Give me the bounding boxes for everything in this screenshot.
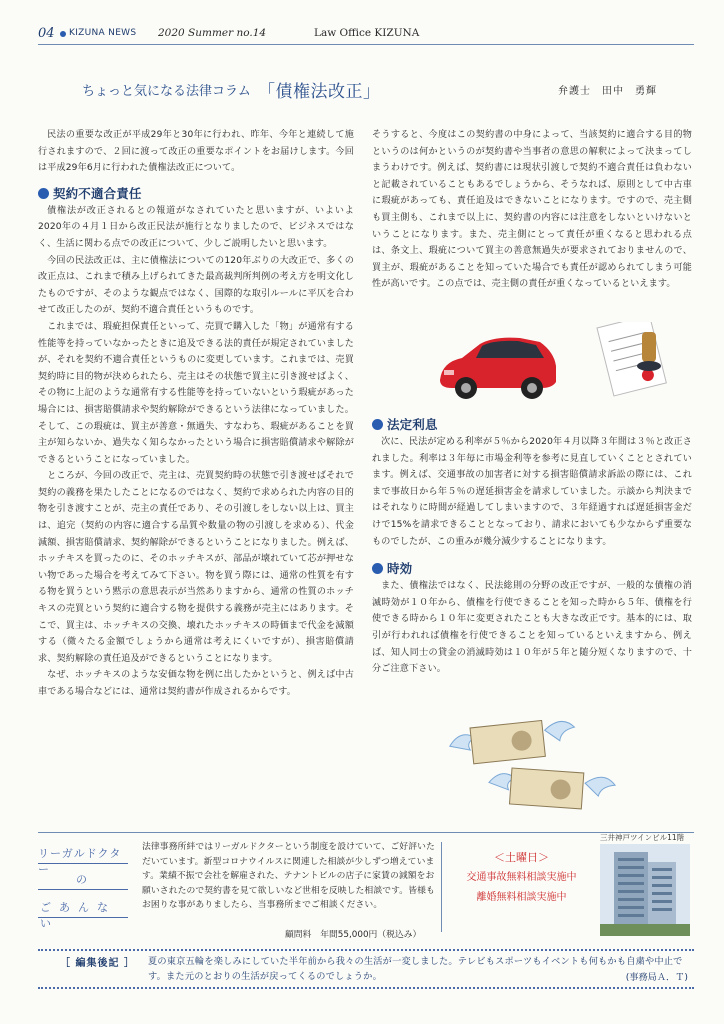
- saturday-title: ＜土曜日＞: [494, 851, 549, 864]
- divider: [38, 863, 128, 864]
- right-column-bottom: [372, 416, 692, 678]
- section-heading-interest: [372, 416, 692, 434]
- banknote-icon: [488, 766, 616, 811]
- paragraph: なぜ、ホッチキスのような安価な物を例に出したかというと、例えば中古車である場合などには、通常は契約書が作成されるからです。: [38, 670, 354, 697]
- paragraph: 今回の民法改正は、主に債権法についての120年ぶりの大改正で、多くの改正点は、これまで積み上げられてきた最高裁判所判例の考え方を明文化したものですが、そのような観点ではなく、国際的な取引ルールに平仄を合わせて改正したのが、契約不適合責任というものです。: [38, 255, 354, 316]
- editors-note-label: ［ 編集後記 ］: [60, 958, 135, 969]
- bullet-dot-icon: [60, 31, 66, 37]
- section-title: 法定利息: [387, 417, 438, 432]
- section-title: 時効: [387, 561, 413, 577]
- car-icon: [440, 338, 556, 399]
- divider: [38, 917, 128, 918]
- paragraph: ところが、今回の改正で、売主は、売買契約時の状態で引き渡せばそれで契約の義務を果たしたことになるのではなく、契約で求められた内容の目的物を引き渡すことが、売主の責任であり、その引渡しをしない以上は、買主は、追完（契約の内容に適合する品質や数量の物の引渡しを求める）、代金減額、損害賠償請求、契約解除ができるということになりました。例えば、ホッチキスを買ったのに、そのホッチキスが、部品が壊れていて芯が押せない物であった場合を考えてみて下さい。物を買う際には、通常の性質を有する物を買うという黙示の意思表示が当然ありますから、通常の性質のホッチキスの売買という契約に適合する物を提供する義務が売主にはあります。そこで、買主は、ホッチキスの交換、壊れたホッチキスの時価まで代金を減額する（微々たる金額でしょうから通常は考えにくいですが）、損害賠償請求、契約解除の責任追及ができるということになります。: [38, 471, 354, 664]
- bullet-icon: [38, 188, 49, 199]
- column-title-row: [38, 80, 694, 104]
- building-icon: [614, 852, 676, 936]
- saturday-consultation: [445, 848, 598, 908]
- legal-doctor-label-line: の: [76, 873, 88, 886]
- column-title: ちょっと気になる法律コラム: [82, 84, 251, 99]
- section-title: 契約不適合責任: [53, 185, 142, 201]
- office-name: Law Office KIZUNA: [314, 27, 420, 39]
- section-heading-limitation: [372, 560, 692, 578]
- section-heading-contract: [38, 185, 354, 203]
- bullet-icon: [372, 563, 383, 574]
- page-header: [38, 22, 694, 45]
- contract-document-icon: [597, 322, 666, 396]
- flying-money-illustration: [430, 720, 630, 820]
- car-contract-illustration: [432, 322, 682, 408]
- legal-doctor-label-line: リーガルドクター: [38, 847, 122, 876]
- left-column: [38, 127, 354, 701]
- editors-note: [38, 949, 694, 989]
- editors-note-text: 夏の東京五輪を楽しみにしていた半年前から我々の生活が一変しました。テレビもスポーツもイベントも何もかも自粛や中止です。また元のとおりの生活が戻ってくるのでしょうか。: [148, 956, 683, 982]
- author: 弁護士 田中 勇輝: [558, 86, 657, 97]
- bullet-icon: [372, 419, 383, 430]
- intro-paragraph: 民法の重要な改正が平成29年と30年に行われ、昨年、今年と連続して施行されますので、２回に渡って改正の重要なポイントをお届けします。今回は平成29年6月に行われた債権法改正について。: [38, 130, 354, 174]
- banknote-icon: [448, 720, 577, 766]
- paragraph: 債権法が改正されるとの報道がなされていたと思いますが、いよいよ2020年の４月１日から改正民法が施行となりましたので、ビジネスではなく、生活に関わる点での改正について、少しご説明したいと思います。: [38, 205, 354, 249]
- paragraph: そうすると、今度はこの契約書の中身によって、当該契約に適合する目的物というのは何かというのが契約書や当事者の意思の解釈によって決まってしまうわけです。例えば、契約書には現状引渡しで契約不適合責任は負わないと記載されていることもあるでしょうから、そうなれば、原則として中古車に瑕疵があっても、責任追及はできないことになります。ですので、売主側も買主側も、これまで以上に、契約書の内容には注意をしないといけないということになります。また、売主側にとって責任が重くなると思われる点は、条文上、瑕疵について買主の善意無過失が要求されておりませんので、買主が、瑕疵があることを知っていた場合でも責任が認められてしまう可能性が高いです。この点では、売主側の責任が重くなっているといえます。: [372, 130, 692, 290]
- paragraph: また、債権法ではなく、民法総則の分野の改正ですが、一般的な債権の消滅時効が１０年から、債権を行使できることを知った時から５年、債権を行使できる時から１０年に変更されたことも大きな改正です。基本的には、取引が行われれば債権を行使できることを知っているといえますから、例えば、知人同士の貸金の消滅時効は１０年が５年と随分短くなりますので、十分ご注意下さい。: [372, 581, 692, 675]
- column-subject: 「債権法改正」: [258, 82, 381, 102]
- right-column-top: [372, 127, 692, 293]
- building-caption: 三井神戸ツインビル11階: [600, 833, 685, 842]
- legal-doctor-label: [38, 845, 128, 930]
- page-number: 04: [38, 26, 55, 41]
- divider: [38, 889, 128, 890]
- editors-note-signature: (事務局Ａ．Ｔ): [625, 972, 688, 983]
- legal-doctor-label-line: ごあんない: [40, 901, 116, 930]
- saturday-line: 交通事故無料相談実施中: [466, 872, 577, 883]
- divider: [38, 832, 694, 833]
- divider: [441, 842, 442, 932]
- legal-doctor-body: 法律事務所絆ではリーガルドクターという制度を設けていて、ご好評いただいています。新型コロナウイルスに関連した相談が少しずつ増えています。業績不振で会社を解雇された、テナントビルの店子に家賃の減額をお願いされたので契約書を見て欲しいなど世相を反映した相談です。皆様もお困りな事がありましたら、当事務所までご相談ください。: [142, 842, 435, 911]
- saturday-line: 離婚無料相談実施中: [476, 892, 567, 903]
- building-photo: [600, 844, 690, 936]
- paragraph: これまでは、瑕疵担保責任といって、売買で購入した「物」が通常有する性能等を持っていなかったときに追及できる法的責任が規定されていましたが、それを契約不適合責任というものに変更しています。これまでは、売買契約時に目的物が決められたら、売主はその状態で買主に引き渡せばよく、その物に上記のような通常有する性能等を持っていないという瑕疵があった場合には、損害賠償請求や契約解除ができるという法律になっていました。そして、この瑕疵は、買主が善意・無過失、すなわち、瑕疵があることを買主が知らないか、過失なく知らなかったという場合に損害賠償請求や解除ができるということになっていました。: [38, 321, 354, 465]
- retainer-fee: 顧問料 年間55,000円（税込み）: [285, 930, 422, 940]
- newsletter-name: KIZUNA NEWS: [69, 28, 137, 38]
- paragraph: 次に、民法が定める利率が５％から2020年４月以降３年間は３％と改正されました。利率は３年毎に市場金利等を参考に見直していくこととされています。例えば、交通事故の加害者に対する損害賠償請求訴訟の際には、これまで事故日から年５％の遅延損害金を請求していました。示談から判決まではそれなりに時間が経過してしまいますので、３年経過すれば遅延損害金だけで15%を請求できることとなっており、請求においても少なからず重要なものでしたが、この重みが幾分減少することになります。: [372, 437, 692, 547]
- issue-label: 2020 Summer no.14: [158, 27, 267, 39]
